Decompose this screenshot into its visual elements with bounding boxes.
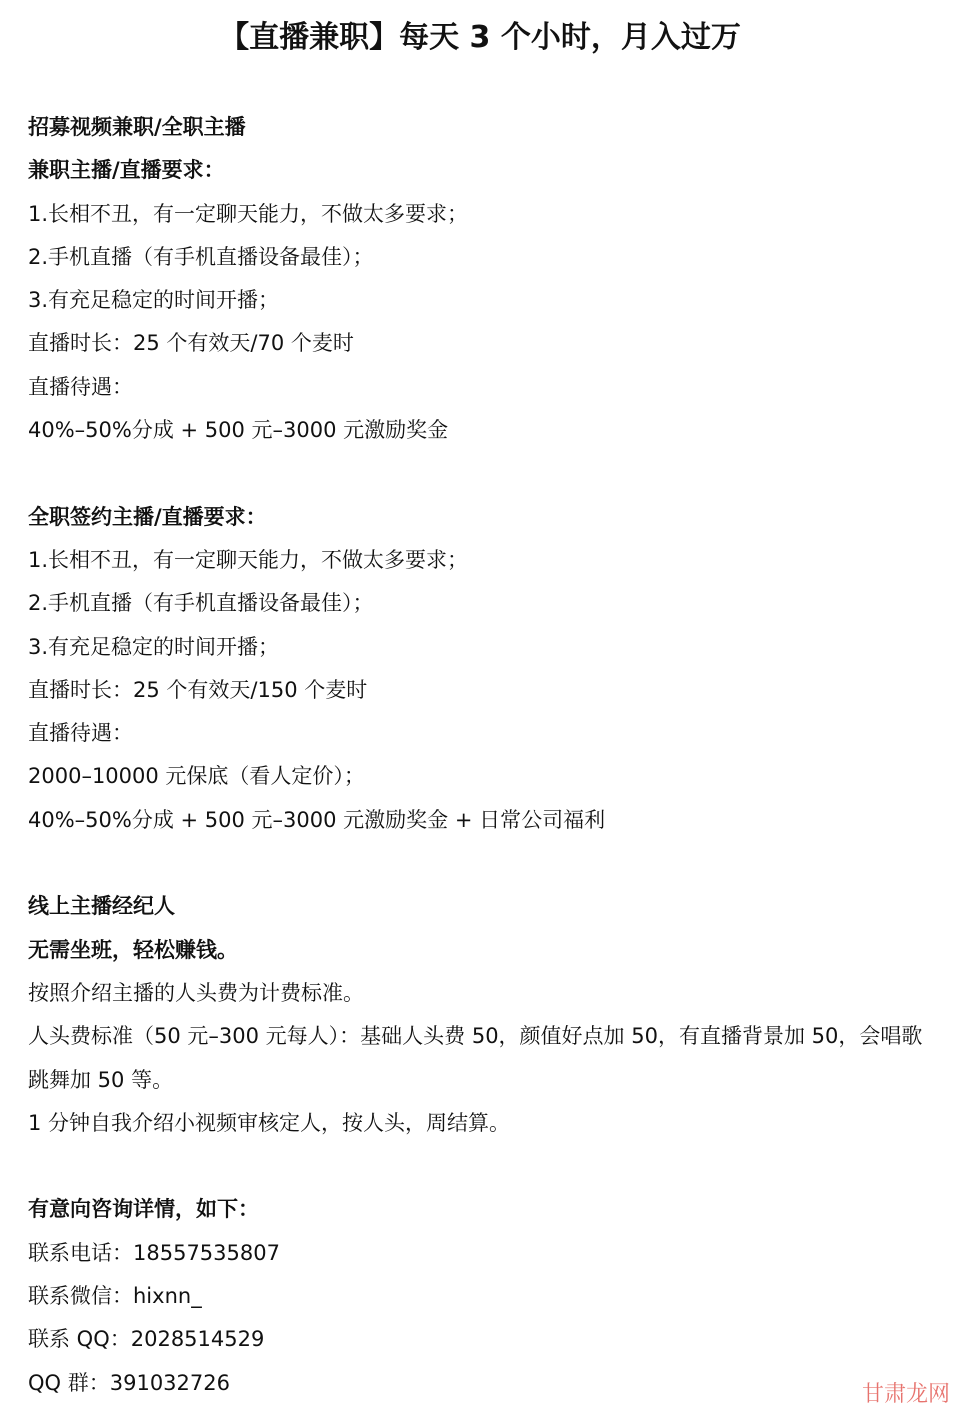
document-body: [28, 106, 932, 1405]
fulltime-benefit-2: 40%–50%分成 + 500 元–3000 元激励奖金 + 日常公司福利: [28, 807, 606, 832]
parttime-benefit-1: 40%–50%分成 + 500 元–3000 元激励奖金: [28, 418, 449, 443]
contact-phone: 联系电话：18557535807: [28, 1240, 280, 1265]
contact-heading: 有意向咨询详情，如下：: [28, 1197, 259, 1222]
fulltime-req-3: 3.有充足稳定的时间开播；: [28, 634, 280, 659]
section-spacer: [28, 452, 932, 495]
agent-line-2: 人头费标准（50 元–300 元每人）：基础人头费 50，颜值好点加 50，有直播背景加 50，会唱歌跳舞加 50 等。: [28, 1024, 923, 1092]
fulltime-benefit-label: 直播待遇：: [28, 721, 133, 746]
agent-line-3: 1 分钟自我介绍小视频审核定人，按人头，周结算。: [28, 1110, 511, 1135]
page-title: 【直播兼职】每天 3 个小时，月入过万: [219, 20, 741, 55]
agent-subheading: 无需坐班，轻松赚钱。: [28, 937, 238, 962]
parttime-req-1: 1.长相不丑，有一定聊天能力，不做太多要求；: [28, 201, 469, 226]
parttime-heading: 兼职主播/直播要求：: [28, 158, 225, 183]
agent-line-1: 按照介绍主播的人头费为计费标准。: [28, 980, 364, 1005]
fulltime-duration: 直播时长：25 个有效天/150 个麦时: [28, 677, 368, 702]
section-spacer: [28, 842, 932, 885]
fulltime-benefit-1: 2000–10000 元保底（看人定价）；: [28, 764, 365, 789]
parttime-req-2: 2.手机直播（有手机直播设备最佳）；: [28, 244, 374, 269]
contact-qq: 联系 QQ：2028514529: [28, 1327, 265, 1352]
contact-qq-group: QQ 群：391032726: [28, 1370, 230, 1395]
parttime-duration: 直播时长：25 个有效天/70 个麦时: [28, 331, 354, 356]
contact-wechat: 联系微信：hixnn_: [28, 1284, 202, 1309]
watermark-logo: 甘肃龙网: [861, 1382, 950, 1407]
agent-heading: 线上主播经纪人: [28, 894, 175, 919]
recruit-heading: 招募视频兼职/全职主播: [28, 115, 246, 139]
fulltime-req-2: 2.手机直播（有手机直播设备最佳）；: [28, 591, 374, 616]
parttime-req-3: 3.有充足稳定的时间开播；: [28, 288, 280, 313]
section-spacer: [28, 1145, 932, 1188]
fulltime-heading: 全职签约主播/直播要求：: [28, 504, 267, 529]
parttime-benefit-label: 直播待遇：: [28, 374, 133, 399]
fulltime-req-1: 1.长相不丑，有一定聊天能力，不做太多要求；: [28, 547, 469, 572]
